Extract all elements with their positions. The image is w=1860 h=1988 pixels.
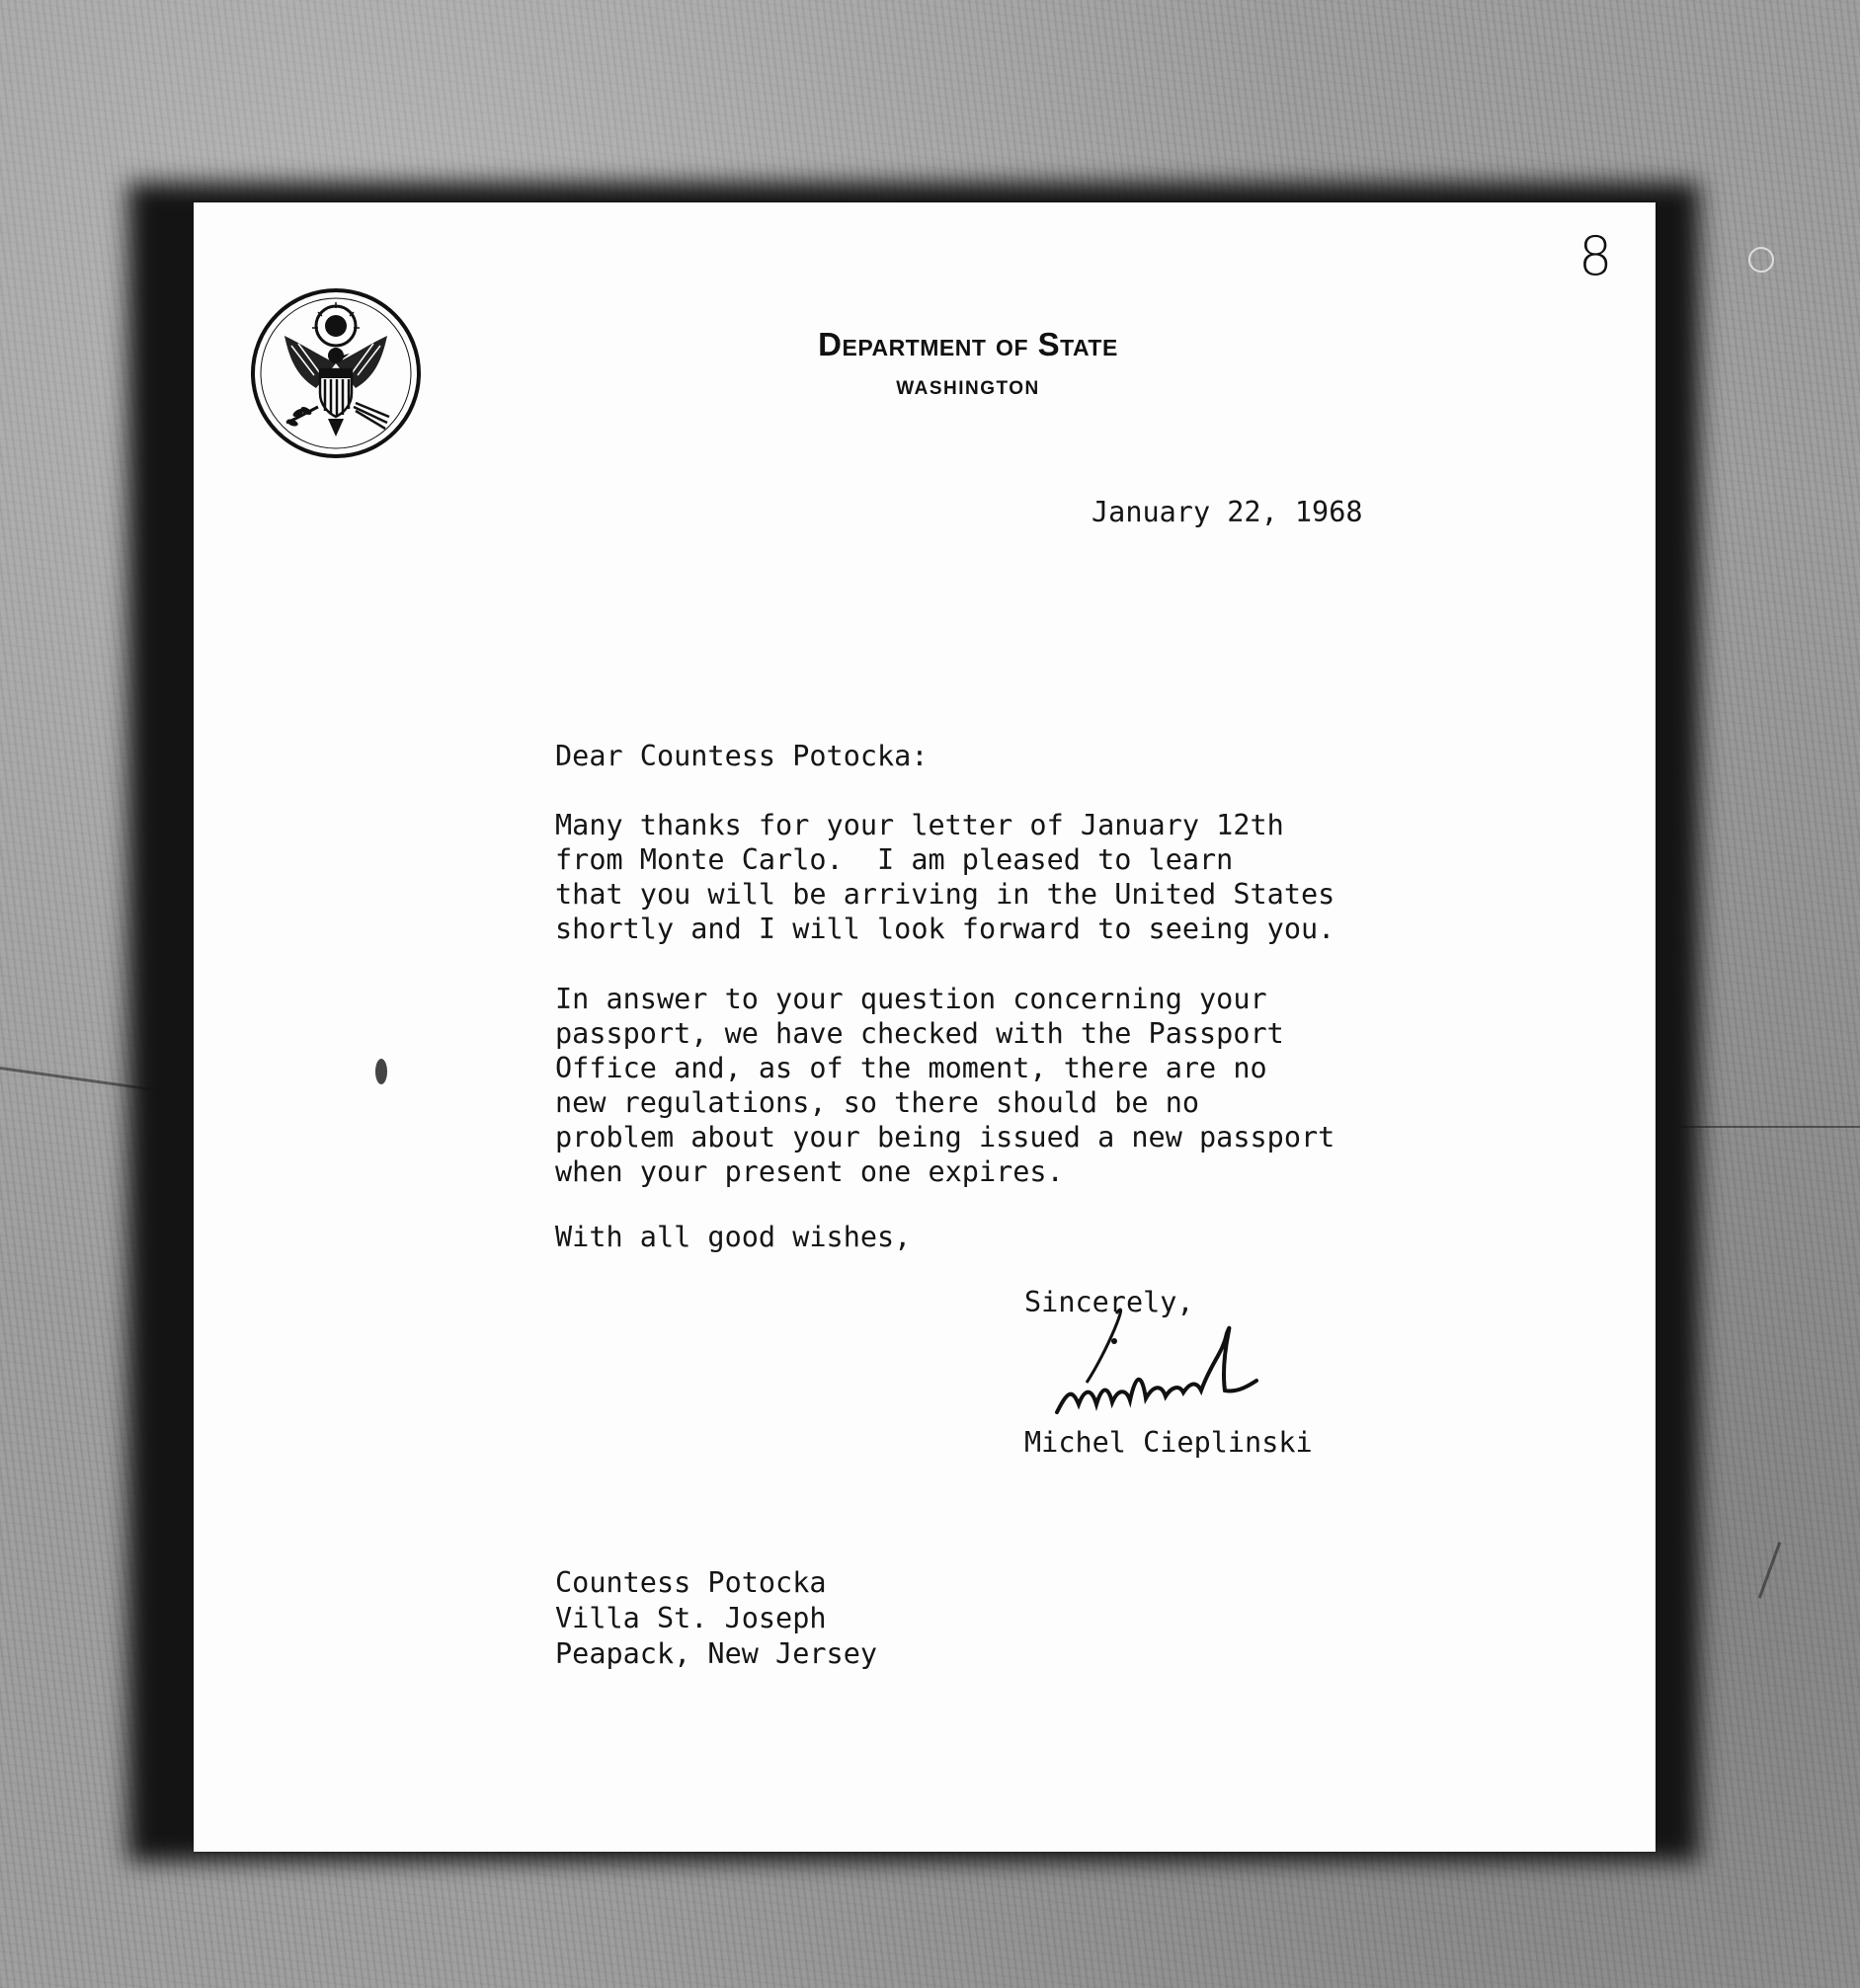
letterhead-title: Department of State xyxy=(818,326,1118,362)
letter-date: January 22, 1968 xyxy=(1092,496,1363,528)
signoff: Sincerely, xyxy=(1024,1286,1194,1318)
scratch-mark xyxy=(1679,1126,1860,1128)
letterhead-location: WASHINGTON xyxy=(896,378,1040,399)
ink-spot xyxy=(375,1059,387,1084)
body-paragraph-1: Many thanks for your letter of January 12th from Monte Carlo. I am pleased to learn that you will be arriving in the United States shortly and I will look forward to seeing you. xyxy=(555,809,1335,945)
recipient-address: Countess Potocka Villa St. Joseph Peapack, New Jersey xyxy=(555,1566,878,1670)
signer-name: Michel Cieplinski xyxy=(1024,1426,1313,1459)
closing-line: With all good wishes, xyxy=(555,1221,912,1253)
punch-hole xyxy=(1748,247,1774,273)
page-number: 8 xyxy=(1578,225,1613,287)
salutation: Dear Countess Potocka: xyxy=(555,740,929,772)
great-seal-icon xyxy=(247,284,425,462)
body-paragraph-2: In answer to your question concerning your passport, we have checked with the Passport Office and, as of the moment, there are no new regulations, so there should be no problem about your being issued a new passport when your present one expires. xyxy=(555,983,1335,1188)
handwritten-signature xyxy=(1047,1294,1373,1422)
